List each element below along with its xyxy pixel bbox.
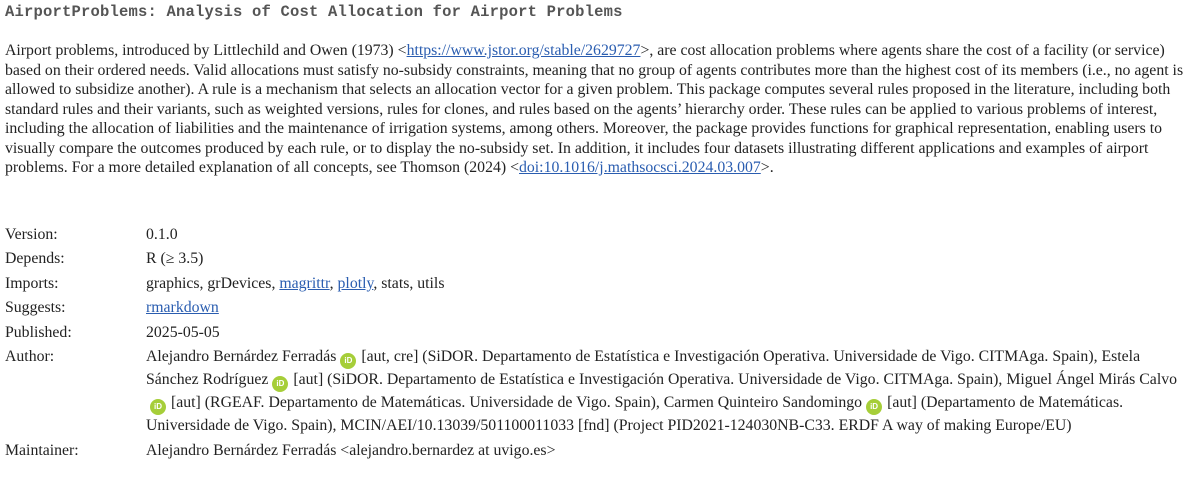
published-row: [5, 321, 1195, 345]
author-4-name: Carmen Quinteiro Sandomingo: [663, 394, 863, 412]
version-row: [5, 223, 1195, 247]
depends-label: Depends:: [5, 250, 65, 268]
description-text-3: >.: [760, 159, 774, 176]
author-1-name: Alejandro Bernárdez Ferradás: [146, 348, 337, 366]
author-2-name: Estela Sánchez Rodríguez: [146, 348, 1141, 389]
published-value: 2025-05-05: [146, 323, 220, 341]
maintainer-value: Alejandro Bernárdez Ferradás <alejandro.bernardez at uvigo.es>: [146, 442, 556, 460]
imports-text-post: , stats, utils: [373, 274, 445, 292]
imports-row: [5, 272, 1195, 296]
version-label: Version:: [5, 226, 58, 243]
depends-value: R (≥ 3.5): [146, 250, 204, 268]
magrittr-link[interactable]: magrittr: [279, 274, 330, 292]
author-3-name: Miguel Ángel Mirás Calvo: [1006, 371, 1178, 389]
maintainer-row: [5, 439, 1195, 463]
published-label: Published:: [5, 323, 72, 341]
imports-value: [146, 272, 1195, 296]
orcid-icon[interactable]: iD: [340, 353, 356, 369]
imports-label: Imports:: [5, 274, 59, 292]
suggests-row: [5, 296, 1195, 320]
author-row: [5, 345, 1195, 439]
jstor-link[interactable]: https://www.jstor.org/stable/2629727: [406, 42, 641, 59]
orcid-icon[interactable]: iD: [866, 399, 882, 415]
description-text-2: >, are cost allocation problems where agents share the cost of a facility (or service) based on their ordered needs. Valid allocations must satisfy no-subsidy constraints, meaning that no group of agents contributes more than the highest cost of its members (i.e., no agent is allowed to subsidize another). A rule is a mechanism that selects an allocation vector for a given problem. This package computes several rules proposed in the literature, including both standard rules and their variants, such as weighted versions, rules for clones, and rules based on the agents’ hierarchy order. These rules can be applied to various problems of interest, including the allocation of liabilities and the maintenance of irrigation systems, among others. Moreover, the package provides functions for graphical representation, enabling users to visually compare the outcomes produced by each rule, or to display the no-subsidy set. In addition, it includes four datasets illustrating different applications and examples of airport problems. For a more detailed explanation of all concepts, see Thomson (2024) <: [5, 42, 1184, 176]
package-description: [5, 41, 1193, 178]
doi-link[interactable]: doi:10.1016/j.mathsocsci.2024.03.007: [519, 159, 761, 176]
description-text-1: Airport problems, introduced by Littlechild and Owen (1973) <: [5, 42, 407, 59]
depends-row: [5, 247, 1195, 271]
orcid-icon[interactable]: iD: [150, 399, 166, 415]
author-3-role: [aut] (RGEAF. Departamento de Matemáticas. Universidade de Vigo. Spain),: [171, 394, 664, 412]
author-2-role: [aut] (SiDOR. Departamento de Estatística e Investigación Operativa. Universidade de Vigo. CITMAga. Spain),: [293, 371, 1007, 389]
orcid-icon[interactable]: iD: [272, 376, 288, 392]
package-metadata-table: [5, 223, 1195, 463]
imports-text-pre: graphics, grDevices,: [146, 274, 280, 292]
author-value: [146, 345, 1195, 439]
suggests-value: [146, 296, 1195, 320]
maintainer-label: Maintainer:: [5, 442, 79, 460]
author-label: Author:: [5, 348, 55, 366]
version-value: 0.1.0: [146, 226, 178, 243]
page-title: AirportProblems: Analysis of Cost Allocation for Airport Problems: [5, 3, 623, 21]
rmarkdown-link[interactable]: rmarkdown: [146, 299, 219, 317]
author-4-role: [aut] (Departamento de Matemáticas. Universidade de Vigo. Spain), MCIN/AEI/10.13039/501100011033 [fnd] (Project PID2021-124030NB-C33. ERDF A way of making Europe/EU): [146, 394, 1124, 435]
suggests-label: Suggests:: [5, 299, 66, 317]
imports-separator: ,: [329, 274, 338, 292]
author-1-role: [aut, cre] (SiDOR. Departamento de Estatística e Investigación Operativa. Universidade de Vigo. CITMAga. Spain),: [361, 348, 1102, 366]
plotly-link[interactable]: plotly: [337, 274, 374, 292]
